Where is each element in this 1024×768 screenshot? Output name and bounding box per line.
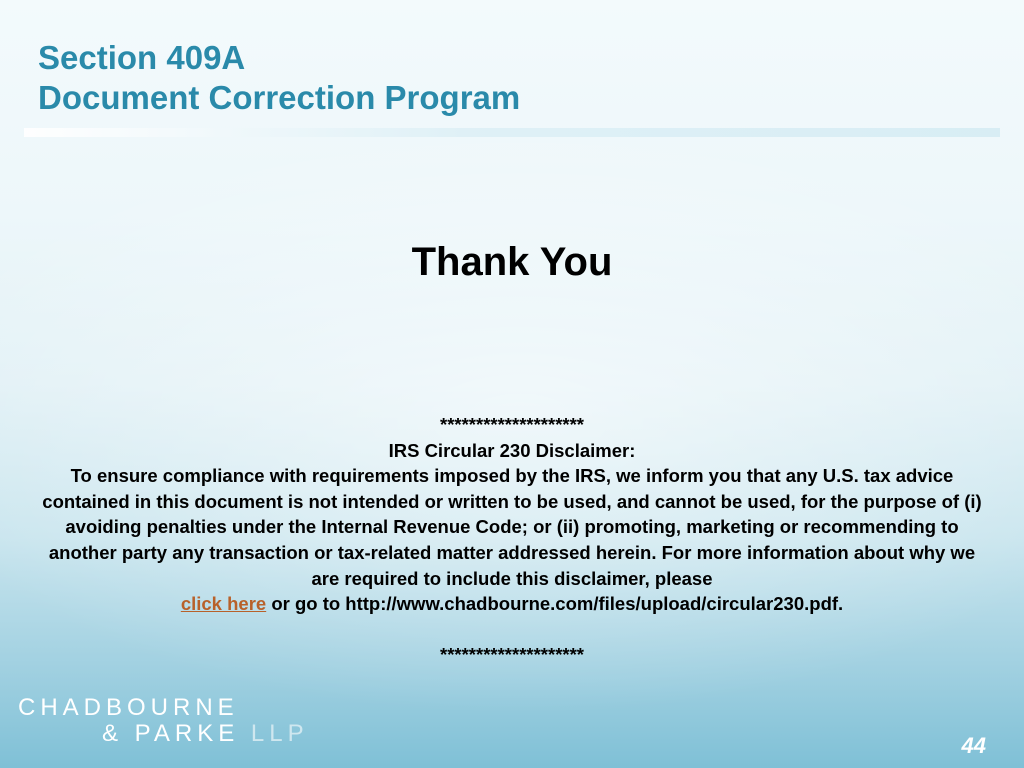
click-here-link[interactable]: click here bbox=[180, 593, 267, 615]
slide-title-line2: Document Correction Program bbox=[38, 79, 521, 116]
logo-llp: LLP bbox=[239, 720, 309, 747]
page-number: 44 bbox=[961, 733, 986, 758]
disclaimer-link-suffix: or go to http://www.chadbourne.com/files/upload/circular230.pdf. bbox=[266, 593, 844, 615]
disclaimer-heading: IRS Circular 230 Disclaimer: bbox=[388, 439, 636, 461]
firm-logo bbox=[18, 696, 309, 746]
slide-title bbox=[38, 38, 520, 118]
disclaimer-body bbox=[36, 463, 988, 617]
logo-line1: CHADBOURNE bbox=[18, 694, 239, 721]
disclaimer-spacer bbox=[36, 617, 988, 642]
logo-line2-wrap bbox=[102, 722, 309, 746]
disclaimer-block bbox=[36, 412, 988, 667]
disclaimer-body-text: To ensure compliance with requirements imposed by the IRS, we inform you that any U.S. tax advice contained in this document is not intended or written to be used, and cannot be used, for the purpose of (i) avoiding penalties under the Internal Revenue Code; or (ii) promoting, marketing or recommending to another party any transaction or tax-related matter addressed herein. For more information about why we are required to include this disclaimer, please bbox=[42, 465, 982, 589]
title-divider bbox=[24, 128, 1000, 137]
thank-you-heading: Thank You bbox=[411, 240, 613, 284]
disclaimer-stars-bottom: ******************** bbox=[440, 643, 584, 665]
disclaimer-stars-top: ******************** bbox=[440, 414, 584, 435]
slide-title-line1: Section 409A bbox=[38, 39, 246, 76]
logo-line2: & PARKE bbox=[102, 720, 240, 747]
